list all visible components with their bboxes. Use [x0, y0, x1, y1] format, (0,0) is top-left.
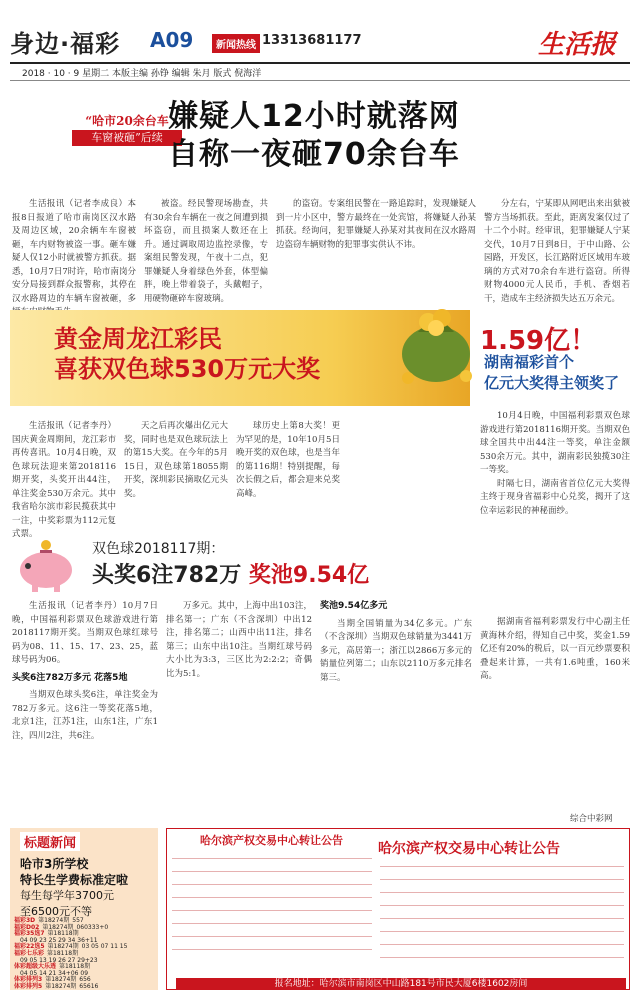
story1-column-2: [144, 198, 268, 306]
section-title: 身边·福彩: [10, 30, 121, 58]
lottery-result: 04 05 14 21 34+06 09: [20, 969, 89, 977]
lottery-issue: 第18274期: [42, 923, 74, 931]
story1-column-4: [484, 198, 630, 306]
kicker-line-2: 车窗被砸”后续: [72, 130, 182, 146]
ad-footer: 报名地址：哈尔滨市南岗区中山路181号市民大厦6楼1602房间: [176, 978, 626, 990]
lottery-issue: 第18274期: [38, 917, 70, 924]
story3-column-1: [12, 600, 158, 820]
paragraph: 球历史上第8大奖！更为罕见的是，10年10月5日晚开奖的双色球，也是当年的第116期！特别提醒，每次长假之后，都会迎来兑奖高峰。: [236, 421, 340, 499]
lottery-game: 体彩排列3: [14, 976, 43, 984]
lottery-result: 656: [79, 976, 91, 984]
story3-column-4: [480, 616, 630, 816]
story2-subhead: [484, 352, 619, 394]
hotline-label: 新闻热线: [212, 34, 260, 53]
story2-column-1: [12, 420, 116, 539]
lottery-game: 福彩七乐彩: [14, 949, 45, 957]
hotline-number: 13313681177: [262, 33, 362, 48]
headline-line-1: 嫌疑人12小时就落网: [168, 99, 460, 134]
headline-line-1: 黄金周龙江彩民: [54, 325, 222, 353]
lottery-result: 09 05 13 19 26 27 29+23: [20, 956, 98, 964]
story1-column-3: [276, 198, 476, 306]
sidebar-title-line-1: 哈市3所学校: [20, 857, 89, 871]
page-header: [0, 0, 640, 64]
story3-column-3: [320, 600, 472, 820]
piggy-bank-icon: [14, 540, 78, 594]
paragraph: 生活报讯（记者李成良）本报8日报道了哈市南岗区汉水路及周边区域，20余辆车车窗被砸，车内财物被盗一事。砸车嫌疑人仅12小时就被警方抓获。据悉，10月7日7时许，哈市南岗分安分局接到群众报警称，其停在汉水路周边的车辆车窗被砸，多: [12, 199, 136, 304]
story3-label: 双色球2018117期：: [92, 541, 225, 557]
ad-title-left: 哈尔滨产权交易中心转让公告: [200, 834, 343, 847]
lottery-results: [14, 918, 156, 991]
sidebar-title: [20, 856, 128, 920]
gold-coin-bag-icon: [388, 292, 484, 388]
lottery-issue: 第18274期: [45, 976, 77, 984]
story1-kicker: [72, 112, 182, 147]
ad-title-right: 哈尔滨产权交易中心转让公告: [378, 841, 560, 857]
story2-headline: [54, 324, 320, 384]
newspaper-logo: 生活报: [538, 30, 617, 60]
lottery-game: 体彩超级大乐透: [14, 963, 57, 971]
kicker-line-1: “哈市20余台车: [85, 114, 169, 128]
lottery-issue: 第18274期: [45, 982, 77, 990]
lottery-game: 福彩D02: [14, 923, 40, 931]
paragraph: 当期全国销量为34亿多元。广东（不含深圳）当期双色球销量为3441万多元，高居第一；浙江以2866万多元的销量位列第二；山东以2110万多元排名第三。: [320, 618, 472, 683]
lottery-game: 福彩35选7: [14, 930, 45, 938]
paragraph: 的盗窃。专案组民警在一路追踪时，发现嫌疑人到一片小区中，警方最终在一处宾馆，将嫌疑人孙某抓获。经询问，犯罪嫌疑人孙某对其夜间在汉水路周边盗窃车辆财物的犯罪事实供认不讳。: [276, 199, 476, 250]
lottery-game: 福彩22选5: [14, 943, 45, 951]
subhead-line-1: 湖南福彩首个: [484, 353, 575, 371]
subhead: 奖池9.54亿多元: [320, 601, 388, 611]
ad-table-left: [172, 850, 372, 974]
paragraph: 时隔七日，湖南省首位亿元大奖得主终于现身省福彩中心兑奖，揭开了这位幸运彩民的神秘面纱。: [480, 478, 630, 516]
sidebar-title-line-2: 特长生学费标准定啦: [20, 873, 129, 887]
story2-amount: 1.59亿！: [480, 326, 597, 356]
story1-column-1: [12, 198, 136, 306]
lottery-result: 03 05 07 11 15: [81, 943, 128, 951]
lottery-issue: 第18118期: [47, 949, 79, 957]
subhead-line-2: 亿元大奖得主领奖了: [484, 374, 620, 392]
lottery-result: 65616: [79, 982, 99, 990]
header-rule: [10, 62, 630, 64]
sidebar-tag: 标题新闻: [20, 832, 80, 851]
paragraph: 分左右，宁某即从网吧出来出狱被警方当场抓获。至此，距离发案仅过了十二个小时。经审讯，犯罪嫌疑人宁某交代，10月7日到8日，于中山路、公园路，开发区，长江路附近区域用车玻璃的方式对70余台车进行盗窃。所得财物4000元人民币，手机、香烟若干，造成车主经济损失达五万余元。: [484, 199, 630, 304]
story3-headline: [92, 558, 369, 589]
lottery-result: 060333+0: [76, 923, 109, 931]
paragraph: 被盗。经民警现场勘查，共有30余台车辆在一夜之间遭到损坏盗窃，而且损案人数还在上升。通过调取周边监控录像，专案组民警发现，午夜十二点，犯罪嫌疑人身着绿色外套，体型偏胖，晚上带着袋子，头戴帽子，用硬物砸碎车窗玻璃。: [144, 199, 268, 304]
paragraph: 万多元。其中，上海中出103注，排名第一；广东（不含深圳）中出12注，排名第二；山西中出11注，排名第三；山东中出10注。当期红球号码大小比为3:3，三区比为2:2:2；奇偶比为5:1。: [166, 601, 312, 679]
lottery-issue: 第18118期: [47, 930, 79, 938]
subhead: 头奖6注782万多元 花落5地: [12, 672, 128, 683]
paragraph: 生活报讯（记者李丹）国庆黄金周期间，龙江彩市再传喜讯。10月4日晚，双色球玩法迎来第2018116期开奖，头奖开出44注，单注奖金530万余元。其中我省哈尔滨市彩民揽获其中一注，中奖彩票为112元复式票。: [12, 421, 116, 539]
lottery-issue: 第18118期: [59, 963, 91, 971]
dateline-rule: [10, 80, 630, 81]
headline-part-2: 奖池9.54亿: [248, 563, 370, 588]
sidebar-fee-line-1: 每生每学年3700元: [20, 889, 114, 902]
story1-headline: [168, 98, 460, 174]
story2-column-4: [480, 410, 630, 610]
paragraph: 10月4日晚，中国福利彩票双色球游戏进行第2018116期开奖。当期双色球全国共中出44注一等奖，单注金额530余万元。其中，湖南彩民独揽30注一等奖。: [480, 411, 630, 475]
story2-column-2: [124, 420, 228, 530]
sidebar-fee-line-2: 至6500元不等: [20, 905, 92, 918]
credit-line: 综合中彩网: [570, 814, 613, 824]
lottery-result: 557: [72, 917, 84, 924]
paragraph: 生活报讯（记者李丹）10月7日晚，中国福利彩票双色球游戏进行第2018117期开奖。当期双色球红球号码为08、11、15、17、23、25，蓝球号码为06。: [12, 601, 158, 665]
paragraph: 当期双色球头奖6注，单注奖金为782万多元。这6注一等奖花落5地，北京1注，江苏1注，山东1注，广东1注，四川2注，共6注。: [12, 690, 158, 741]
page-number: A09: [150, 28, 194, 52]
paragraph: 据湖南省福利彩票发行中心副主任黄海林介绍，得知自己中奖，奖金1.59亿还有20%的税后，以一百元纱票要积叠起来计算，一共有1.6吨重，160米高。: [480, 617, 630, 681]
lottery-result: 04 09 23 25 29 34 36+11: [20, 936, 98, 944]
story3-column-2: [166, 600, 312, 820]
ad-table-right: [380, 860, 624, 974]
paragraph: 天之后再次爆出亿元大奖，同时也是双色球玩法上的第15大奖。在今年的5月15日，双色球第18055期开奖，深圳彩民摘取亿元头奖。: [124, 421, 228, 499]
headline-part-1: 头奖6注782万: [92, 563, 242, 588]
lottery-row: [14, 984, 156, 991]
dateline: 2018 · 10 · 9 星期二 本版主编 孙铮 编辑 朱月 版式 倪海洋: [22, 69, 262, 79]
headline-line-2: 自称一夜砸70余台车: [168, 137, 460, 172]
headline-line-2: 喜获双色球530万元大奖: [54, 355, 321, 383]
lottery-game: 体彩排列5: [14, 982, 43, 990]
lottery-issue: 第18274期: [47, 943, 79, 951]
lottery-game: 福彩3D: [14, 917, 36, 924]
story2-column-3: [236, 420, 340, 530]
